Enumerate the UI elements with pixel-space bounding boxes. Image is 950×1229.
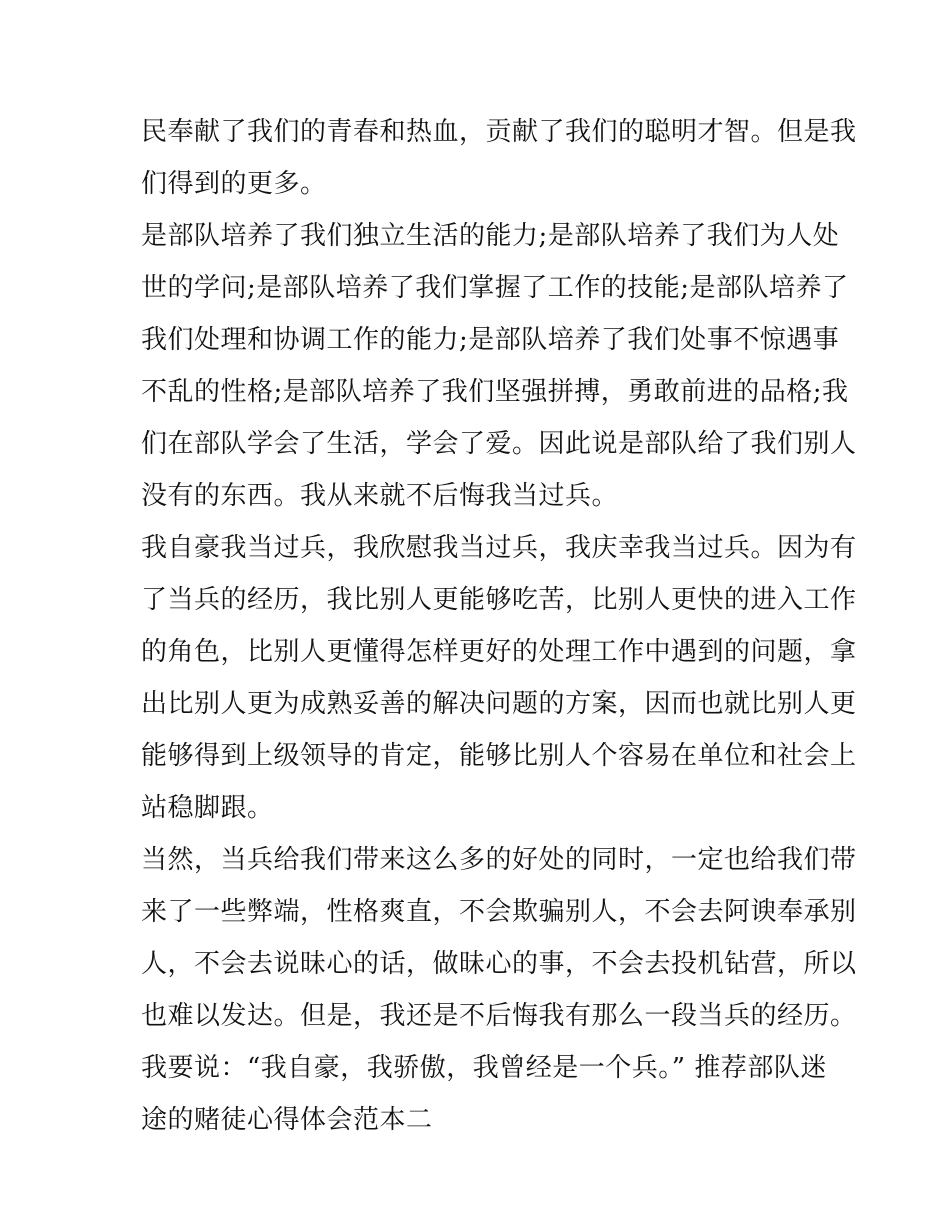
text-line: 们在部队学会了生活，学会了爱。因此说是部队给了我们别人: [141, 429, 857, 459]
text-line: 我要说：“我自豪，我骄傲，我曾经是一个兵。” 推荐部队迷: [141, 1053, 827, 1083]
text-line: 没有的东西。我从来就不后悔我当过兵。: [141, 481, 619, 511]
text-line: 我自豪我当过兵，我欣慰我当过兵，我庆幸我当过兵。因为有: [141, 533, 857, 563]
text-line: 世的学问;是部队培养了我们掌握了工作的技能;是部队培养了: [141, 273, 849, 303]
text-line: 不乱的性格;是部队培养了我们坚强拼搏，勇敢前进的品格;我: [141, 377, 849, 407]
text-line: 出比别人更为成熟妥善的解决问题的方案，因而也就比别人更: [141, 689, 857, 719]
body-text: [141, 106, 857, 1146]
text-line: 了当兵的经历，我比别人更能够吃苦，比别人更快的进入工作: [141, 585, 857, 615]
text-line: 民奉献了我们的青春和热血，贡献了我们的聪明才智。但是我: [141, 117, 857, 147]
text-line: 的角色，比别人更懂得怎样更好的处理工作中遇到的问题，拿: [141, 637, 857, 667]
text-line: 也难以发达。但是，我还是不后悔我有那么一段当兵的经历。: [141, 1001, 857, 1031]
text-line: 途的赌徒心得体会范本二: [141, 1105, 433, 1135]
text-line: 当然，当兵给我们带来这么多的好处的同时，一定也给我们带: [141, 845, 857, 875]
text-line: 们得到的更多。: [141, 169, 327, 199]
text-line: 站稳脚跟。: [141, 793, 274, 823]
text-line: 来了一些弊端，性格爽直，不会欺骗别人，不会去阿谀奉承别: [141, 897, 857, 927]
text-line: 人，不会去说昧心的话，做昧心的事，不会去投机钻营，所以: [141, 949, 857, 979]
text-line: 能够得到上级领导的肯定，能够比别人个容易在单位和社会上: [141, 741, 857, 771]
text-line: 是部队培养了我们独立生活的能力;是部队培养了我们为人处: [141, 221, 840, 251]
text-line: 我们处理和协调工作的能力;是部队培养了我们处事不惊遇事: [141, 325, 840, 355]
